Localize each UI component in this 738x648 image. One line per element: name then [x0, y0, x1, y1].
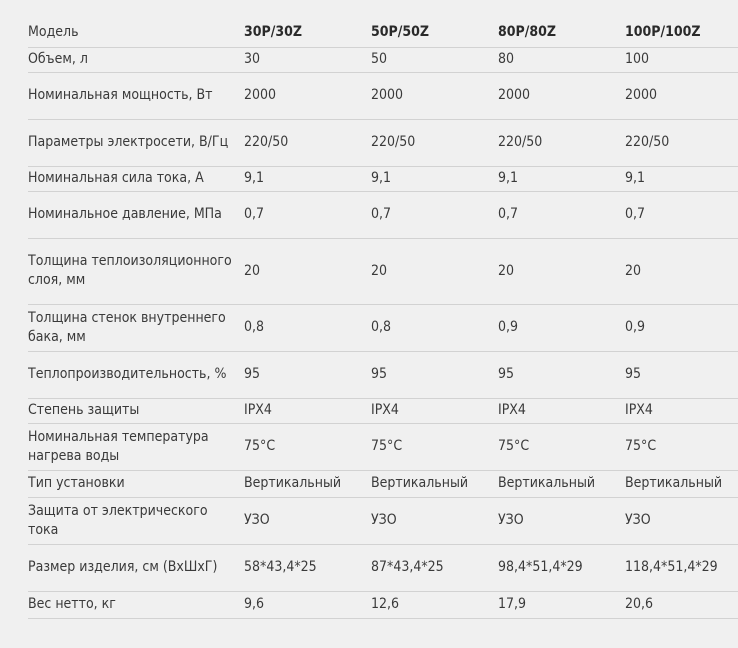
cell-value: 95	[498, 351, 625, 398]
cell-value: 75°С	[625, 423, 738, 470]
cell-value: 75°С	[498, 423, 625, 470]
cell-value: 0,7	[371, 191, 498, 238]
cell-value: 75°С	[244, 423, 371, 470]
table-row	[28, 591, 738, 618]
table-row	[28, 47, 738, 72]
row-label: Номинальное давление, МПа	[28, 191, 244, 238]
row-label: Номинальная сила тока, А	[28, 166, 244, 191]
row-label: Толщина стенок внутреннего бака, мм	[28, 304, 244, 351]
table-row	[28, 72, 738, 119]
row-label: Номинальная мощность, Вт	[28, 72, 244, 119]
cell-value: 0,9	[498, 304, 625, 351]
table-row	[28, 423, 738, 470]
header-label: Модель	[28, 18, 244, 47]
row-label: Размер изделия, см (ВхШхГ)	[28, 544, 244, 591]
cell-value: 20	[498, 238, 625, 304]
model-name: 80P/80Z	[498, 18, 625, 47]
cell-value: 0,8	[371, 304, 498, 351]
row-label: Теплопроизводительность, %	[28, 351, 244, 398]
cell-value: 17,9	[498, 591, 625, 618]
row-label: Тип установки	[28, 470, 244, 497]
row-label: Вес нетто, кг	[28, 591, 244, 618]
cell-value: 95	[371, 351, 498, 398]
cell-value: УЗО	[625, 497, 738, 544]
table-row	[28, 304, 738, 351]
cell-value: 98,4*51,4*29	[498, 544, 625, 591]
cell-value: IPX4	[498, 398, 625, 423]
cell-value: 9,1	[625, 166, 738, 191]
model-name: 100P/100Z	[625, 18, 738, 47]
cell-value: 220/50	[498, 119, 625, 166]
cell-value: 95	[625, 351, 738, 398]
table-header-row	[28, 18, 738, 47]
cell-value: 2000	[625, 72, 738, 119]
table-row	[28, 544, 738, 591]
cell-value: 220/50	[625, 119, 738, 166]
cell-value: УЗО	[371, 497, 498, 544]
cell-value: 12,6	[371, 591, 498, 618]
cell-value: 20	[625, 238, 738, 304]
cell-value: Вертикальный	[625, 470, 738, 497]
cell-value: 87*43,4*25	[371, 544, 498, 591]
cell-value: 50	[371, 47, 498, 72]
spec-table	[28, 18, 738, 619]
table-row	[28, 191, 738, 238]
cell-value: IPX4	[625, 398, 738, 423]
cell-value: 9,1	[244, 166, 371, 191]
table-row	[28, 119, 738, 166]
table-row	[28, 166, 738, 191]
row-label: Защита от электрического тока	[28, 497, 244, 544]
cell-value: 9,6	[244, 591, 371, 618]
cell-value: 20,6	[625, 591, 738, 618]
cell-value: 2000	[244, 72, 371, 119]
row-label: Параметры электросети, В/Гц	[28, 119, 244, 166]
cell-value: IPX4	[371, 398, 498, 423]
row-label: Объем, л	[28, 47, 244, 72]
row-label: Толщина теплоизоляционного слоя, мм	[28, 238, 244, 304]
cell-value: 0,7	[244, 191, 371, 238]
cell-value: 0,8	[244, 304, 371, 351]
table-row	[28, 497, 738, 544]
model-name: 30P/30Z	[244, 18, 371, 47]
cell-value: 220/50	[371, 119, 498, 166]
cell-value: УЗО	[244, 497, 371, 544]
cell-value: IPX4	[244, 398, 371, 423]
cell-value: 0,9	[625, 304, 738, 351]
cell-value: 75°С	[371, 423, 498, 470]
cell-value: 9,1	[498, 166, 625, 191]
table-row	[28, 238, 738, 304]
row-label: Номинальная температура нагрева воды	[28, 423, 244, 470]
cell-value: 95	[244, 351, 371, 398]
cell-value: Вертикальный	[371, 470, 498, 497]
cell-value: 2000	[498, 72, 625, 119]
model-name: 50P/50Z	[371, 18, 498, 47]
cell-value: 30	[244, 47, 371, 72]
cell-value: Вертикальный	[498, 470, 625, 497]
cell-value: УЗО	[498, 497, 625, 544]
table-row	[28, 398, 738, 423]
table-row	[28, 351, 738, 398]
table-row	[28, 470, 738, 497]
cell-value: 118,4*51,4*29	[625, 544, 738, 591]
cell-value: 220/50	[244, 119, 371, 166]
cell-value: 100	[625, 47, 738, 72]
cell-value: 20	[371, 238, 498, 304]
cell-value: 9,1	[371, 166, 498, 191]
cell-value: 58*43,4*25	[244, 544, 371, 591]
cell-value: 0,7	[625, 191, 738, 238]
row-label: Степень защиты	[28, 398, 244, 423]
cell-value: Вертикальный	[244, 470, 371, 497]
cell-value: 80	[498, 47, 625, 72]
cell-value: 0,7	[498, 191, 625, 238]
cell-value: 20	[244, 238, 371, 304]
cell-value: 2000	[371, 72, 498, 119]
